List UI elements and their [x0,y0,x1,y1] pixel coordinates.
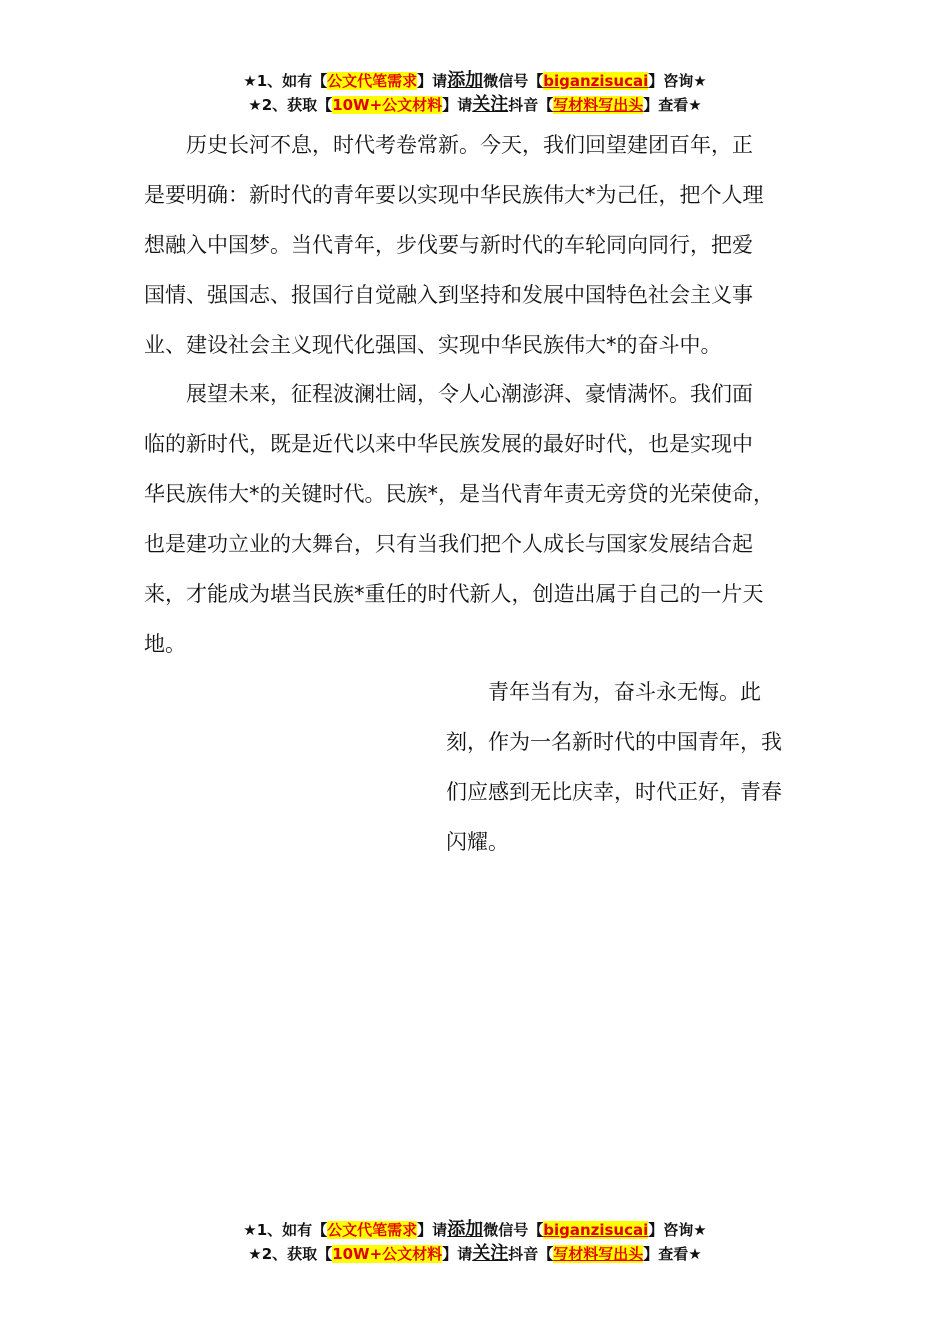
emphasis: 关注 [472,1243,509,1264]
emphasis: 添加 [447,1219,484,1240]
highlight: 10W+公文材料 [332,96,443,114]
highlight: 公文代笔需求 [327,72,418,90]
banner-line-1 [0,69,950,93]
paragraph-2 [144,369,774,669]
text: ★2、获取【 [248,1245,333,1263]
text-line: 是要明确：新时代的青年要以实现中华民族伟大*为己任，把个人理 [144,183,764,207]
text-line: 历史长河不息，时代考卷常新。今天，我们回望建团百年，正 [144,133,753,157]
text-line: 华民族伟大*的关键时代。民族*，是当代青年责无旁贷的光荣使命， [144,482,774,506]
banner-line-2 [0,1242,950,1266]
paragraph-1 [144,120,764,370]
text-line: 青年当有为，奋斗永无悔。此 [446,680,761,704]
text: 微信号【 [483,1221,544,1239]
text: 】查看★ [643,96,702,114]
text: ★2、获取【 [248,96,333,114]
text: 微信号【 [483,72,544,90]
text: 】咨询★ [648,1221,707,1239]
text-line: 地。 [144,632,186,656]
text: 】查看★ [643,1245,702,1263]
wechat-id: biganzisucai [543,72,649,90]
text: ★1、如有【 [243,72,328,90]
emphasis: 添加 [447,70,484,91]
text-line: 国情、强国志、报国行自觉融入到坚持和发展中国特色社会主义事 [144,283,753,307]
text-line: 们应感到无比庆幸，时代正好，青春 [446,780,782,804]
highlight: 10W+公文材料 [332,1245,443,1263]
text-line: 来，才能成为堪当民族*重任的时代新人，创造出属于自己的一片天 [144,582,764,606]
text-line: 业、建设社会主义现代化强国、实现中华民族伟大*的奋斗中。 [144,333,722,357]
text: 】请 [417,72,448,90]
emphasis: 关注 [472,94,509,115]
paragraph-3 [446,667,782,867]
text: 】咨询★ [648,72,707,90]
text-line: 展望未来，征程波澜壮阔，令人心潮澎湃、豪情满怀。我们面 [144,382,753,406]
douyin-id: 写材料写出头 [553,96,644,114]
text: 】请 [442,96,473,114]
highlight: 公文代笔需求 [327,1221,418,1239]
banner-line-1 [0,1218,950,1242]
banner-line-2 [0,93,950,117]
douyin-id: 写材料写出头 [553,1245,644,1263]
text-line: 想融入中国梦。当代青年，步伐要与新时代的车轮同向同行，把爱 [144,233,753,257]
text: 抖音【 [508,1245,554,1263]
text-line: 刻，作为一名新时代的中国青年，我 [446,730,782,754]
text: 】请 [442,1245,473,1263]
text: 】请 [417,1221,448,1239]
footer-banner [0,1218,950,1266]
text-line: 也是建功立业的大舞台，只有当我们把个人成长与国家发展结合起 [144,532,753,556]
header-banner [0,69,950,117]
text-line: 闪耀。 [446,830,509,854]
text: 抖音【 [508,96,554,114]
text-line: 临的新时代，既是近代以来中华民族发展的最好时代，也是实现中 [144,432,753,456]
wechat-id: biganzisucai [543,1221,649,1239]
text: ★1、如有【 [243,1221,328,1239]
